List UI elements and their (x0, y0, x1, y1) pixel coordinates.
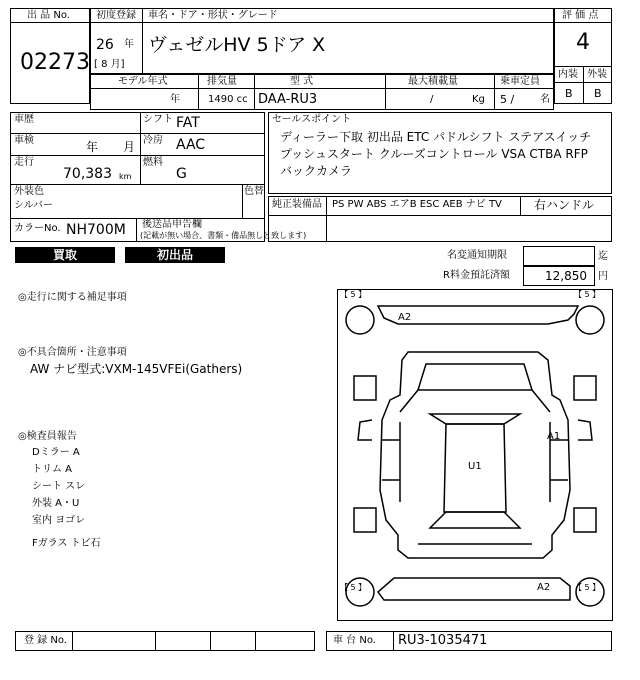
registration-label: 登 録 No. (24, 635, 67, 646)
fuel-value: G (176, 166, 187, 182)
mileage-unit: km (119, 172, 132, 181)
first-reg-month: [ 8 月] (94, 59, 125, 70)
type-value: DAA-RU3 (258, 92, 318, 107)
lot-number: 02273 (20, 50, 90, 75)
driving-notes-title: ◎走行に関する補足事項 (18, 292, 127, 303)
inspector-line: トリム A (32, 464, 73, 475)
score-label: 評 価 点 (562, 10, 599, 21)
first-reg-year-unit: 年 (124, 39, 134, 50)
exterior-label: 外装 (587, 69, 607, 80)
exterior-color-value: シルバー (14, 200, 54, 211)
buy-badge: 買取 (15, 247, 115, 263)
model-year-label: モデル年式 (118, 76, 168, 87)
inspector-line: 室内 ヨゴレ (32, 515, 86, 526)
car-diagram (337, 289, 613, 621)
corner-label-br: 【 5 】 (574, 583, 601, 592)
sales-points-title: セールスポイント (272, 114, 352, 125)
first-listing-badge: 初出品 (125, 247, 225, 263)
inspection-year: 年 (86, 140, 99, 154)
fuel-label: 燃料 (143, 157, 163, 168)
ac-value: AAC (176, 137, 206, 153)
handle-value: 右ハンドル (534, 198, 595, 212)
inspector-line: Dミラー A (32, 447, 80, 458)
damage-mark-a2-top: A2 (398, 312, 412, 323)
displacement-label: 排気量 (207, 76, 237, 87)
car-name: ヴェゼルHV 5ドア X (148, 34, 326, 56)
chassis-label: 車 台 No. (333, 635, 376, 646)
damage-mark-a2-bottom: A2 (537, 582, 551, 593)
load-slash: / (430, 94, 434, 105)
model-year-unit: 年 (170, 94, 180, 105)
corner-label-tr: 【 5 】 (574, 290, 601, 299)
color-no-label: カラーNo. (14, 223, 61, 234)
capacity-unit: 名 (540, 94, 550, 105)
exterior-color-label: 外装色 (14, 186, 44, 197)
damage-mark-a1: A1 (547, 431, 561, 442)
name-change-unit: 迄 (598, 251, 608, 262)
name-change-label: 名変通知期限 (447, 250, 507, 261)
color-no-value: NH700M (66, 222, 126, 238)
recycle-label: R料金預託済額 (443, 270, 510, 281)
recycle-amount: 12,850 (545, 269, 587, 283)
ac-label: 冷房 (143, 135, 163, 146)
shift-label: シフト (143, 114, 173, 125)
color-change-label: 色替 (244, 186, 264, 197)
first-reg-label: 初度登録 (96, 10, 136, 21)
max-load-label: 最大積載量 (408, 76, 458, 87)
type-label: 型 式 (290, 76, 314, 87)
inspection-month: 月 (123, 140, 136, 154)
corner-label-tl: 【 5 】 (340, 290, 367, 299)
corner-label-bl: 【 5 】 (340, 583, 367, 592)
inspector-line: 外装 A・U (32, 498, 80, 509)
car-name-label: 車名・ドア・形状・グレード (148, 10, 278, 21)
name-change-field (523, 246, 595, 266)
after-items-label: 後送品申告欄 (142, 219, 202, 230)
defect-notes-title: ◎不具合箇所・注意事項 (18, 347, 127, 358)
damage-mark-u1: U1 (468, 461, 482, 472)
inspector-line: Fガラス トビ石 (32, 538, 101, 549)
exterior-grade: B (594, 87, 602, 100)
shift-value: FAT (176, 115, 200, 131)
score-value: 4 (576, 30, 590, 55)
mileage-value: 70,383 (63, 166, 112, 182)
recycle-unit: 円 (598, 271, 608, 282)
interior-label: 内装 (558, 69, 578, 80)
sales-line-1: ディーラー下取 初出品 ETC パドルシフト ステアスイッチ (280, 130, 592, 144)
chassis-value: RU3-1035471 (398, 633, 488, 648)
mileage-label: 走行 (14, 157, 34, 168)
history-label: 車歴 (14, 114, 34, 125)
inspector-title: ◎検査員報告 (18, 431, 77, 442)
lot-label: 出 品 No. (27, 10, 70, 21)
inspector-line: シート スレ (32, 481, 86, 492)
equipment-value: PS PW ABS エアB ESC AEB ナビ TV (332, 199, 502, 210)
defect-line: AW ナビ型式:VXM-145VFEi(Gathers) (30, 362, 243, 376)
after-items-note: (記載が無い場合、書類・備品無しと致します) (140, 231, 307, 240)
displacement-value: 1490 cc (208, 94, 248, 105)
sales-line-3: バックカメラ (280, 164, 353, 178)
load-unit: Kg (472, 94, 485, 105)
capacity-label: 乗車定員 (500, 76, 540, 87)
sales-line-2: プッシュスタート クルーズコントロール VSA CTBA RFP (280, 147, 588, 161)
interior-grade: B (565, 87, 573, 100)
inspection-label: 車検 (14, 135, 34, 146)
equipment-label: 純正装備品 (272, 199, 322, 210)
first-reg-year: 26 (96, 37, 114, 53)
car-outline (338, 290, 612, 620)
capacity-value: 5 / (500, 93, 515, 106)
